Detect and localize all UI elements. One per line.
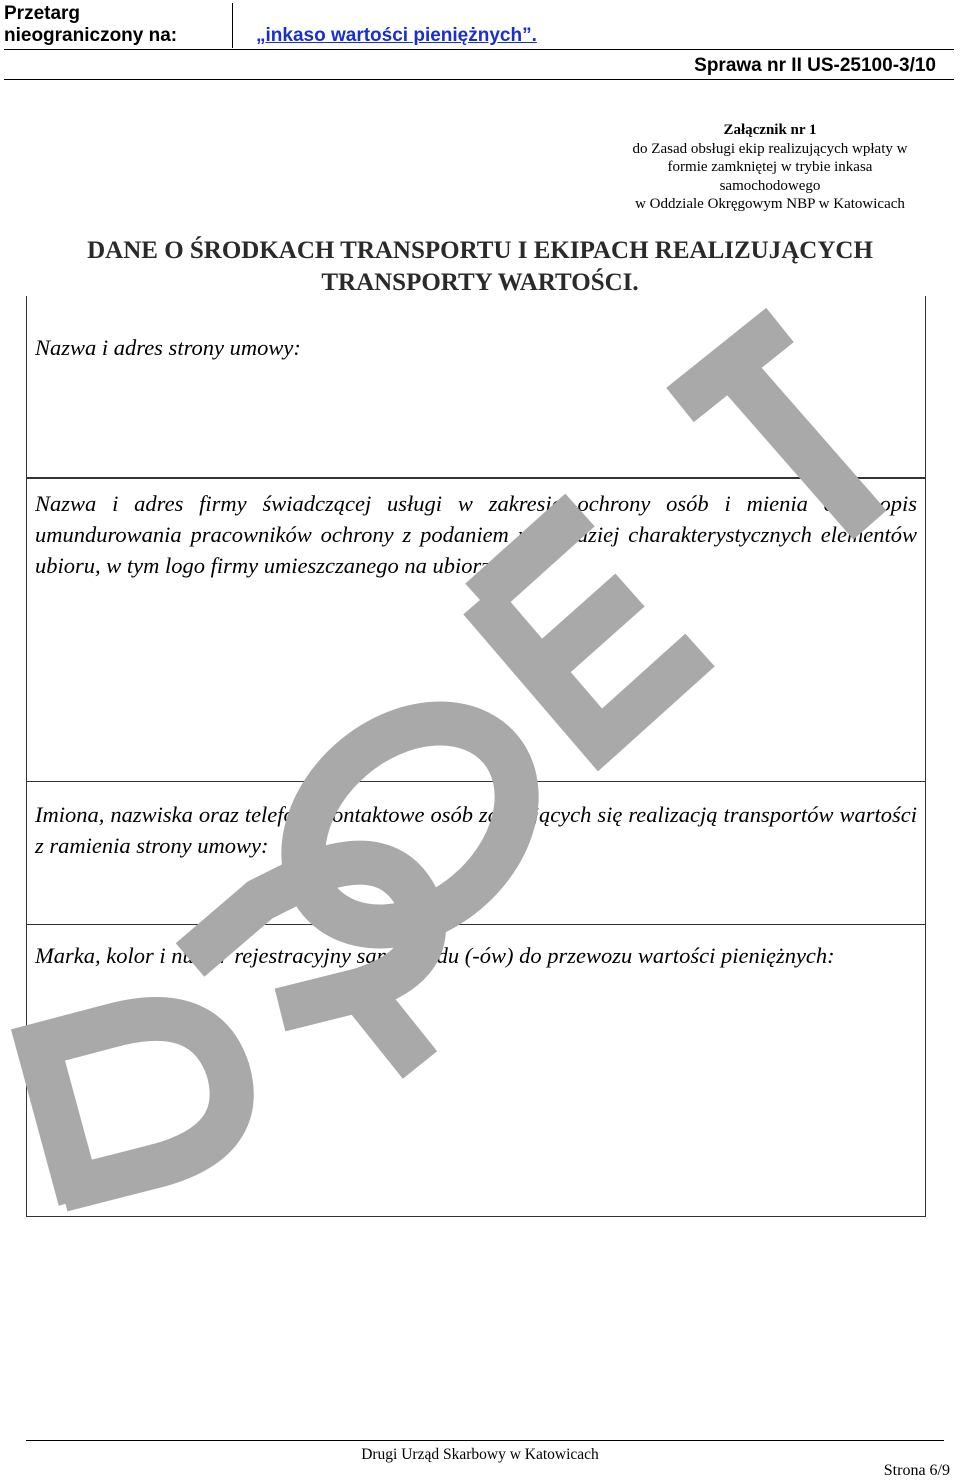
footer-office: Drugi Urząd Skarbowy w Katowicach: [361, 1446, 599, 1463]
section-label: Marka, kolor i numer rejestracyjny samochodu (-ów) do przewozu wartości pieniężnych:: [35, 943, 835, 968]
section-security-company: [26, 478, 926, 782]
section-label: Nazwa i adres strony umowy:: [35, 335, 301, 360]
tender-type-label: [4, 3, 233, 48]
page-number: Strona 6/9: [883, 1462, 950, 1479]
header-divider: [4, 49, 954, 50]
case-number: Sprawa nr II US-25100-3/10: [694, 55, 936, 76]
section-contact-persons: [26, 781, 926, 925]
header-bottom-rule: [4, 79, 954, 80]
annex-line: w Oddziale Okręgowym NBP w Katowicach: [635, 196, 905, 212]
page-header: [0, 0, 960, 81]
annex-title: Załącznik nr 1: [723, 122, 817, 138]
footer-rule: [26, 1440, 944, 1441]
section-vehicles: [26, 924, 926, 1217]
section-label: Imiona, nazwiska oraz telefony kontaktowe osób zajmujących się realizacją transportów wartości z ramienia strony umowy:: [35, 802, 917, 858]
section-contract-party: [26, 296, 926, 478]
tender-type-line1: Przetarg: [4, 3, 81, 24]
document-title-line2: TRANSPORTY WARTOŚCI.: [321, 269, 639, 296]
annex-note: [620, 121, 920, 214]
annex-line: do Zasad obsługi ekip realizujących wpłaty w: [632, 140, 908, 157]
tender-type-line2: nieograniczony na:: [4, 25, 178, 46]
document-title: [0, 235, 960, 299]
section-label: Nazwa i adres firmy świadczącej usługi w zakresie ochrony osób i mienia oraz opis umundurowania pracowników ochrony z podaniem najbardziej charakterystycznych elementów ubioru, w tym logo firmy umieszczanego na ubiorze:: [35, 491, 917, 578]
annex-line: formie zamkniętej w trybie inkasa samochodowego: [667, 159, 873, 194]
document-title-line1: DANE O ŚRODKACH TRANSPORTU I EKIPACH REALIZUJĄCYCH: [87, 237, 873, 264]
tender-subject: „inkaso wartości pieniężnych”.: [256, 25, 537, 46]
